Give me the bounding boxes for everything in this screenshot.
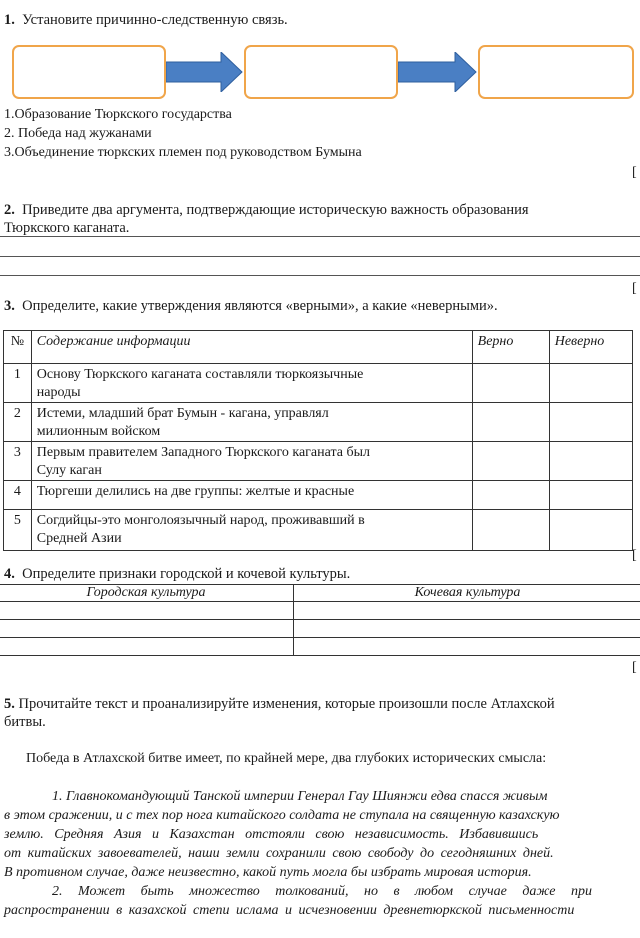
q1-title-text: Установите причинно-следственную связь. <box>22 12 288 28</box>
q5-intro: Победа в Атлахской битве имеет, по крайней мере, два глубоких исторических смысла: <box>26 751 547 766</box>
false-cell[interactable] <box>549 481 632 510</box>
false-cell[interactable] <box>549 442 632 481</box>
q5-paragraph-1: 1. Главнокомандующий Танской империи Генерал Гау Шиянжи едва спасся живым в этом сражении, и с тех пор нога китайского солдата не ступала на священную казахскую землю. Средняя Азия и Казахстан отстояли свою независимость. Избавившись от китайских завоевателей, наши земли сохранили свою свободу до сегодняшних дней. В противном случае, даже неизвестно, какой путь могла бы избрать мировая история. <box>4 789 560 880</box>
right-arrow-icon-2 <box>398 52 480 92</box>
true-cell[interactable] <box>472 403 549 442</box>
q2-title-line2: Тюркского каганата. <box>4 220 130 236</box>
q2-title-text: Приведите два аргумента, подтверждающие историческую важность образования <box>22 202 529 218</box>
q5-paragraph-2: 2. Может быть множество толкований, но в любом случае даже при распространении в казахской степи ислама и исчезновении древнетюркской письменности <box>4 884 592 918</box>
table-row <box>4 442 633 481</box>
row-num: 1 <box>4 364 32 403</box>
true-cell[interactable] <box>472 364 549 403</box>
urban-cell[interactable] <box>0 638 294 656</box>
q1-item-1: 1.Образование Тюркского государства <box>4 107 232 122</box>
row-num: 4 <box>4 481 32 510</box>
nomadic-cell[interactable] <box>294 638 640 656</box>
q1-item-2: 2. Победа над жужанами <box>4 126 152 141</box>
q3-title-text: Определите, какие утверждения являются «верными», а какие «неверными». <box>22 298 498 314</box>
q4-title <box>4 566 350 583</box>
col-header-content: Содержание информации <box>31 331 472 364</box>
false-cell[interactable] <box>549 364 632 403</box>
cause-effect-box-2[interactable] <box>244 45 398 99</box>
q3-score-mark: [ <box>632 548 637 563</box>
row-content: Согдийцы-это монголоязычный народ, проживавший в Средней Азии <box>31 510 472 551</box>
q1-title <box>4 12 288 29</box>
col-header-nomadic: Кочевая культура <box>294 585 640 602</box>
q3-title <box>4 298 498 315</box>
q2-score-mark: [ <box>632 281 637 296</box>
row-content: Истеми, младший брат Бумын - кагана, управлял милионным войском <box>31 403 472 442</box>
nomadic-cell[interactable] <box>294 620 640 638</box>
table-row <box>4 364 633 403</box>
q5-title-line1 <box>4 696 555 713</box>
q1-number: 1. <box>4 12 15 28</box>
table-row <box>0 638 640 656</box>
q4-title-text: Определите признаки городской и кочевой культуры. <box>22 566 351 582</box>
false-cell[interactable] <box>549 403 632 442</box>
row-num: 2 <box>4 403 32 442</box>
culture-table <box>0 584 640 656</box>
q2-answer-line-1 <box>0 236 640 237</box>
q4-number: 4. <box>4 566 15 582</box>
table-row <box>0 620 640 638</box>
table-row <box>4 510 633 551</box>
table-row <box>0 602 640 620</box>
right-arrow-icon-1 <box>166 52 246 92</box>
true-cell[interactable] <box>472 442 549 481</box>
q3-number: 3. <box>4 298 15 314</box>
q5-number: 5. <box>4 696 15 712</box>
false-cell[interactable] <box>549 510 632 551</box>
q2-title-line1 <box>4 202 529 219</box>
row-num: 3 <box>4 442 32 481</box>
urban-cell[interactable] <box>0 620 294 638</box>
row-num: 5 <box>4 510 32 551</box>
true-cell[interactable] <box>472 481 549 510</box>
cause-effect-box-1[interactable] <box>12 45 166 99</box>
q5-title-line2: битвы. <box>4 714 46 730</box>
row-content: Первым правителем Западного Тюркского каганата был Сулу каган <box>31 442 472 481</box>
true-false-table <box>3 330 633 551</box>
col-header-num: № <box>4 331 32 364</box>
urban-cell[interactable] <box>0 602 294 620</box>
q1-item-3: 3.Объединение тюркских племен под руководством Бумына <box>4 145 362 160</box>
q2-number: 2. <box>4 202 15 218</box>
q1-score-mark: [ <box>632 165 637 180</box>
true-cell[interactable] <box>472 510 549 551</box>
q4-score-mark: [ <box>632 660 637 675</box>
row-content: Тюргеши делились на две группы: желтые и красные <box>31 481 472 510</box>
q2-answer-line-3 <box>0 275 640 276</box>
nomadic-cell[interactable] <box>294 602 640 620</box>
row-content: Основу Тюркского каганата составляли тюркоязычные народы <box>31 364 472 403</box>
cause-effect-box-3[interactable] <box>478 45 634 99</box>
table-header-row <box>4 331 633 364</box>
q5-title-text: Прочитайте текст и проанализируйте изменения, которые произошли после Атлахской <box>18 696 555 712</box>
col-header-true: Верно <box>472 331 549 364</box>
table-row <box>4 481 633 510</box>
col-header-urban: Городская культура <box>0 585 294 602</box>
table-row <box>4 403 633 442</box>
col-header-false: Неверно <box>549 331 632 364</box>
q2-answer-line-2 <box>0 256 640 257</box>
